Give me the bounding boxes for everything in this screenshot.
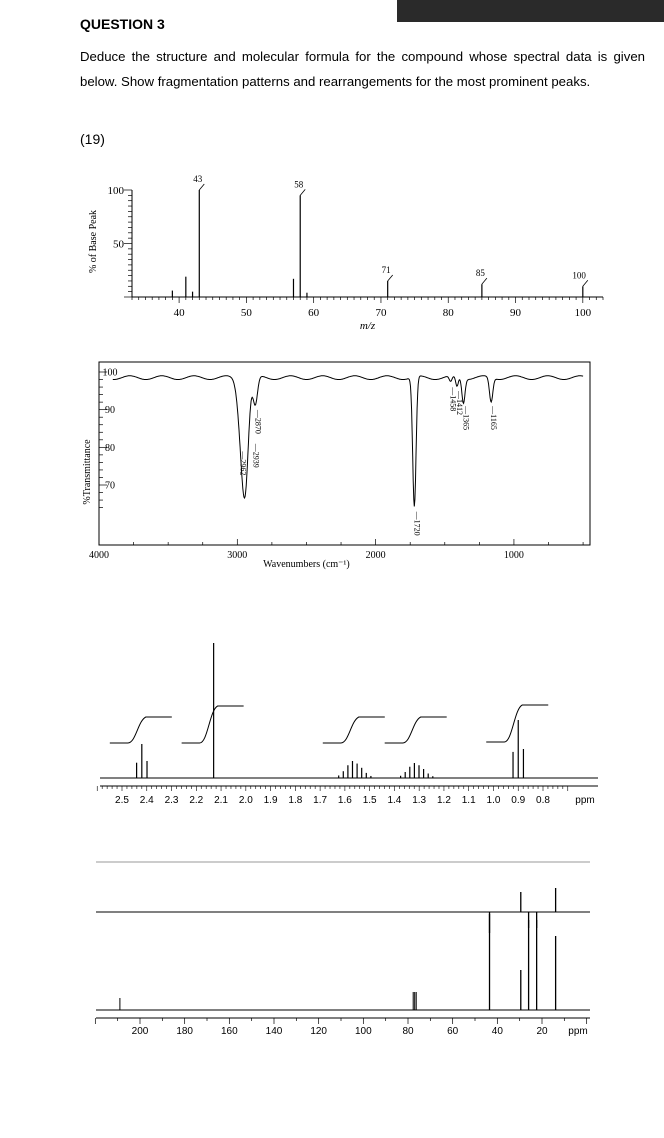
cnmr-x-tick-label: 100	[354, 1026, 372, 1037]
hnmr-x-axis-label: ppm	[575, 795, 595, 806]
ir-band-label: —2962	[238, 451, 248, 476]
hnmr-x-tick-label: 1.4	[387, 795, 402, 806]
hnmr-x-tick-label: 1.7	[313, 795, 328, 806]
ms-y-axis-label: % of Base Peak	[88, 209, 99, 274]
cnmr-x-tick-label: 120	[310, 1026, 328, 1037]
problem-number: (19)	[80, 131, 105, 147]
ms-peak-label: 58	[294, 179, 304, 190]
question-instructions: Deduce the structure and molecular formula for the compound whose spectral data is given below. Show fragmentation patterns and rearrangements for the most prominent peaks.	[80, 49, 645, 89]
ms-x-axis-label: m/z	[359, 320, 376, 332]
hnmr-x-tick-label: 1.0	[486, 795, 501, 806]
cnmr-x-tick-label: 200	[131, 1026, 149, 1037]
cnmr-x-tick-label: 20	[536, 1026, 548, 1037]
ir-band-label: —1720	[412, 511, 422, 536]
ms-x-tick-label: 80	[442, 307, 454, 319]
ms-peak-label: 71	[381, 264, 391, 275]
ms-x-tick-label: 50	[240, 307, 252, 319]
ms-x-tick-label: 60	[308, 307, 320, 319]
hnmr-x-tick-label: 1.8	[288, 795, 303, 806]
hnmr-x-tick-label: 0.8	[536, 795, 550, 806]
ir-band-label: —1412	[454, 391, 464, 416]
cnmr-x-tick-label: 160	[220, 1026, 238, 1037]
ms-x-tick-label: 70	[375, 307, 387, 319]
cnmr-x-axis-label: ppm	[568, 1026, 588, 1037]
ir-band-label: —2870	[253, 409, 263, 434]
ms-x-tick-label: 90	[510, 307, 522, 319]
ir-band-label: —1458	[448, 387, 458, 412]
ms-x-tick-label: 100	[574, 307, 592, 319]
cnmr-x-tick-label: 60	[447, 1026, 459, 1037]
hnmr-x-tick-label: 2.2	[189, 795, 204, 806]
ir-y-tick-label: 70	[105, 480, 115, 492]
hnmr-x-tick-label: 1.5	[362, 795, 377, 806]
hnmr-x-tick-label: 2.4	[139, 795, 154, 806]
ms-y-tick-label: 50	[113, 238, 124, 251]
ir-x-axis-label: Wavenumbers (cm⁻¹)	[263, 559, 350, 570]
ir-y-axis-label: %Transmittance	[82, 439, 93, 505]
ir-band-label: —1165	[489, 406, 499, 430]
hnmr-x-tick-label: 2.3	[164, 795, 179, 806]
ir-y-tick-label: 90	[105, 405, 115, 417]
ir-y-tick-label: 80	[105, 442, 115, 454]
hnmr-x-tick-label: 1.9	[263, 795, 278, 806]
hnmr-x-tick-label: 0.9	[511, 795, 526, 806]
ir-x-tick-label: 3000	[227, 550, 248, 561]
ir-x-tick-label: 1000	[503, 550, 524, 561]
ir-x-tick-label: 2000	[365, 550, 386, 561]
hnmr-x-tick-label: 2.5	[115, 795, 129, 806]
ir-band-label: —1365	[461, 406, 471, 431]
hnmr-x-tick-label: 2.1	[214, 795, 229, 806]
hnmr-x-tick-label: 1.2	[436, 795, 451, 806]
hnmr-x-tick-label: 1.6	[337, 795, 352, 806]
ms-peak-label: 43	[193, 174, 203, 184]
cnmr-x-tick-label: 80	[402, 1026, 414, 1037]
question-title: QUESTION 3	[80, 16, 165, 32]
cnmr-x-tick-label: 140	[265, 1026, 283, 1037]
cnmr-x-tick-label: 40	[491, 1026, 503, 1037]
hnmr-x-tick-label: 1.3	[412, 795, 427, 806]
hnmr-x-tick-label: 1.1	[461, 795, 476, 806]
ms-peak-label: 85	[475, 268, 485, 279]
ir-x-tick-label: 4000	[89, 550, 109, 561]
ms-y-tick-label: 100	[107, 185, 124, 197]
hnmr-x-tick-label: 2.0	[238, 795, 253, 806]
ir-y-tick-label: 100	[102, 367, 118, 379]
cnmr-x-tick-label: 180	[176, 1026, 194, 1037]
ms-x-tick-label: 40	[173, 307, 185, 319]
ms-peak-label: 100	[572, 270, 586, 281]
ir-band-label: —2939	[251, 443, 261, 468]
